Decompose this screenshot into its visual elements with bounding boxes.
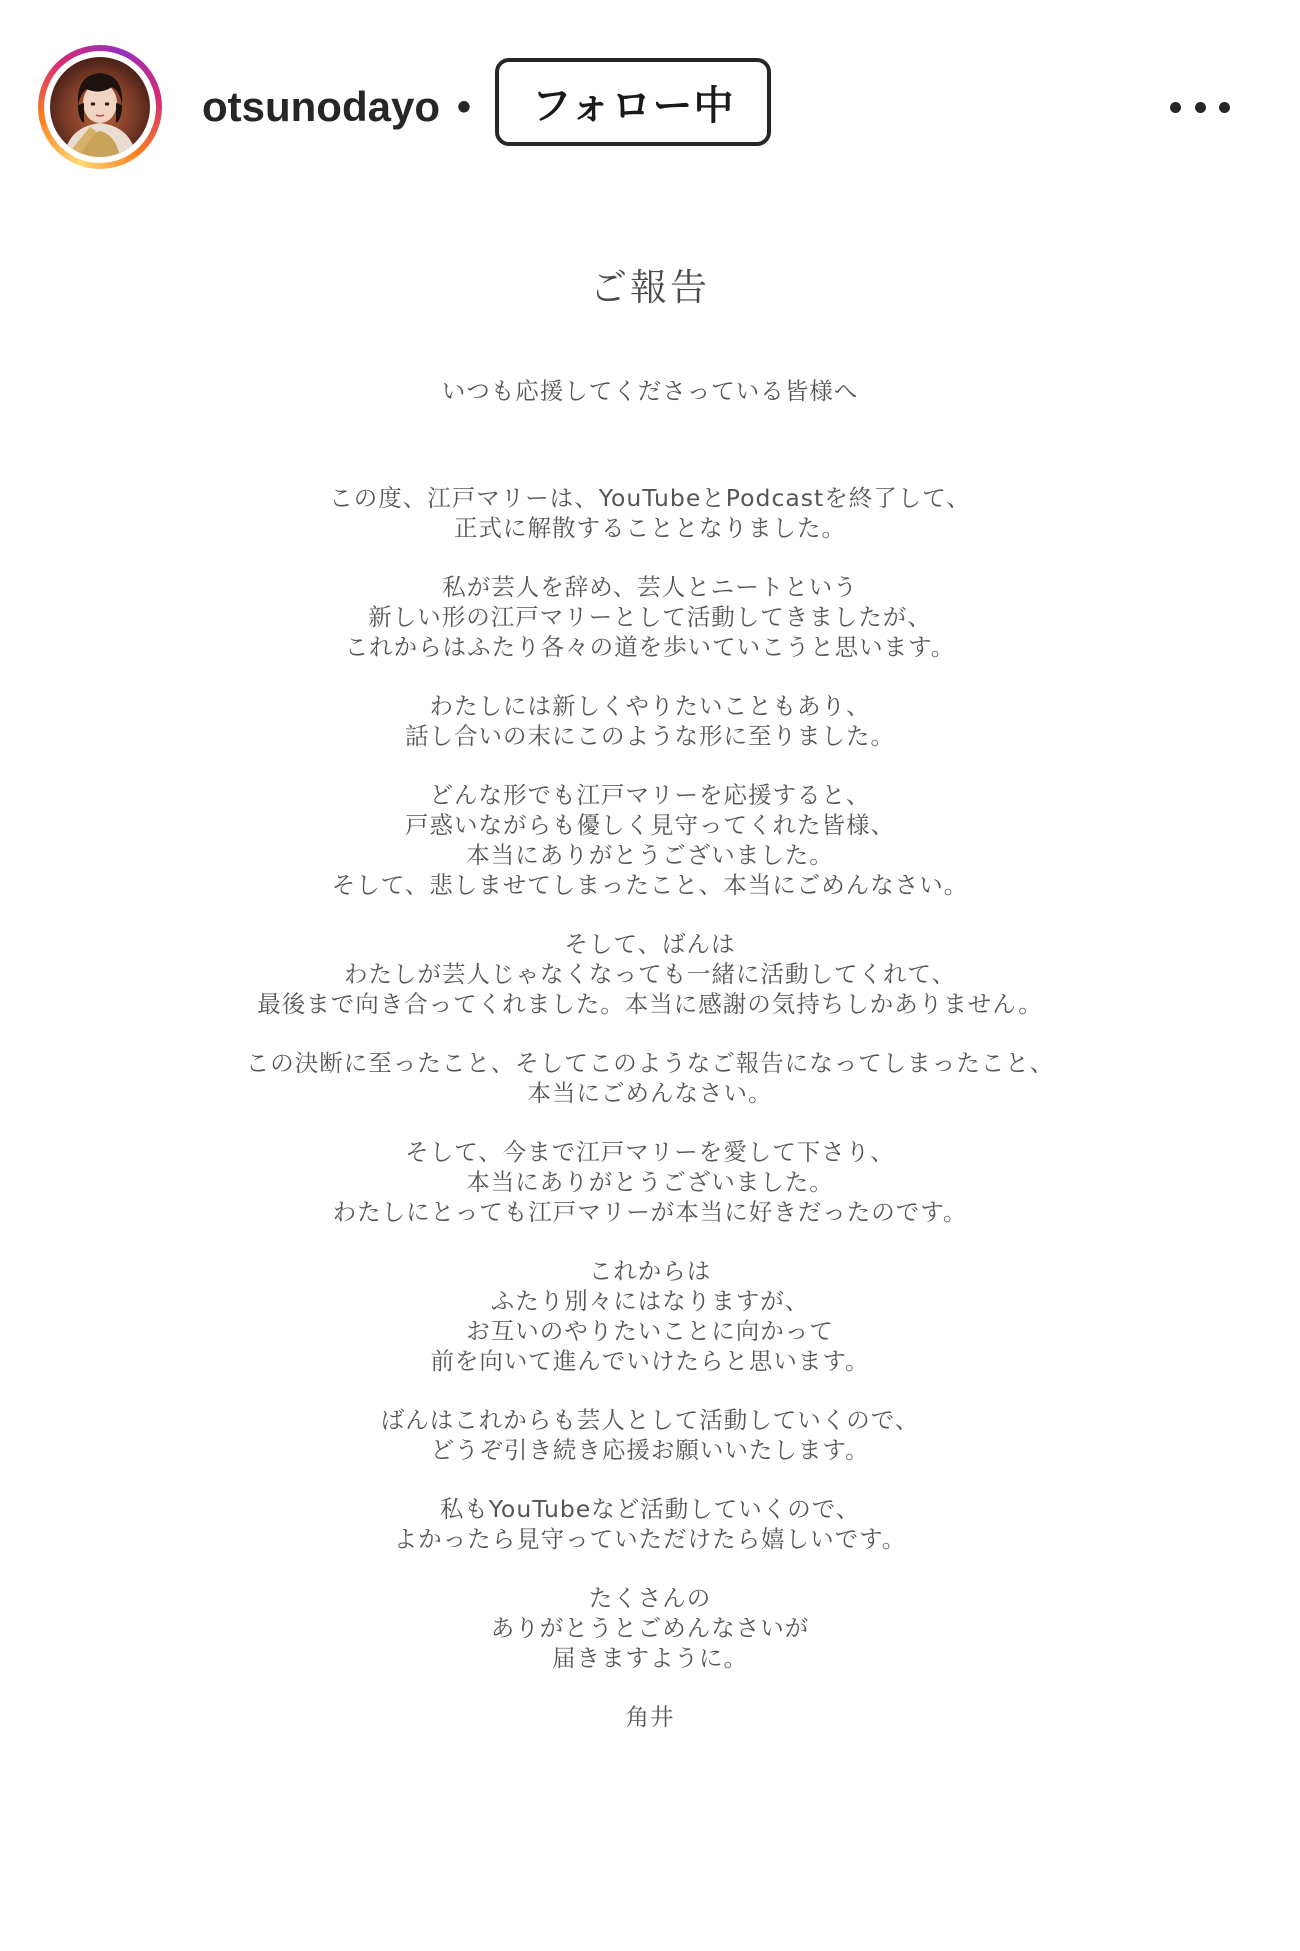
more-options-button[interactable] <box>1170 90 1230 124</box>
letter-line: そして、悲しませてしまったこと、本当にごめんなさい。 <box>331 871 969 899</box>
letter-paragraph <box>0 1137 1300 1227</box>
letter-line: わたしが芸人じゃなくなっても一緒に活動してくれて、 <box>343 960 957 988</box>
letter-line: 戸惑いながらも優しく見守ってくれた皆様、 <box>405 811 895 839</box>
letter-line: わたしには新しくやりたいこともあり、 <box>429 692 871 720</box>
letter-signature-name: 角井 <box>625 1703 675 1731</box>
letter-line: この決断に至ったこと、そしてこのようなご報告になってしまったこと、 <box>245 1049 1055 1077</box>
letter-line: わたしにとっても江戸マリーが本当に好きだったのです。 <box>332 1198 968 1226</box>
letter-line: これからはふたり各々の道を歩いていこうと思います。 <box>344 633 956 661</box>
letter-line: 新しい形の江戸マリーとして活動してきましたが、 <box>368 603 932 631</box>
letter-line: ありがとうとごめんなさいが <box>490 1614 810 1642</box>
letter-line: そして、ばんは <box>564 930 736 958</box>
letter-line: ばんはこれからも芸人として活動していくので、 <box>380 1406 920 1434</box>
post-header <box>0 0 1300 200</box>
letter-line: これからは <box>588 1257 712 1285</box>
letter-line: お互いのやりたいことに向かって <box>466 1317 834 1345</box>
letter-paragraph <box>0 1256 1300 1376</box>
letter-line: たくさんの <box>588 1584 712 1612</box>
letter-body <box>0 483 1300 1761</box>
more-dot-icon <box>1170 102 1181 113</box>
story-ring[interactable] <box>38 45 162 169</box>
letter-paragraph <box>0 1583 1300 1673</box>
more-dot-icon <box>1219 102 1230 113</box>
letter-paragraph <box>0 1494 1300 1554</box>
avatar-photo <box>50 57 150 157</box>
letter-paragraph <box>0 929 1300 1019</box>
separator-dot: • <box>457 85 472 129</box>
letter-line: そして、今まで江戸マリーを愛して下さり、 <box>405 1138 895 1166</box>
following-button[interactable]: フォロー中 <box>495 58 771 146</box>
avatar[interactable] <box>50 57 150 157</box>
letter-line: 本当にごめんなさい。 <box>527 1079 773 1107</box>
letter-line: 私が芸人を辞め、芸人とニートという <box>442 573 858 601</box>
letter-paragraph <box>0 1048 1300 1108</box>
letter-line: この度、江戸マリーは、YouTubeとPodcastを終了して、 <box>329 484 971 512</box>
letter-paragraph <box>0 691 1300 751</box>
letter-paragraph <box>0 483 1300 543</box>
announcement-letter <box>0 258 1300 1731</box>
letter-line: ふたり別々にはなりますが、 <box>490 1287 810 1315</box>
letter-line: 本当にありがとうございました。 <box>466 1168 834 1196</box>
letter-line: 最後まで向き合ってくれました。本当に感謝の気持ちしかありません。 <box>257 990 1043 1018</box>
letter-line: どうぞ引き続き応援お願いいたします。 <box>430 1436 870 1464</box>
letter-salutation: いつも応援してくださっている皆様へ <box>441 377 859 405</box>
letter-title: ご報告 <box>590 266 710 309</box>
letter-line: 届きますように。 <box>552 1644 748 1672</box>
letter-line: 前を向いて進んでいけたらと思います。 <box>430 1347 870 1375</box>
letter-paragraph <box>0 1405 1300 1465</box>
letter-paragraph <box>0 780 1300 900</box>
letter-paragraph <box>0 572 1300 662</box>
letter-signature <box>0 1702 1300 1732</box>
username[interactable]: otsunodayo <box>202 83 440 130</box>
letter-line: 本当にありがとうございました。 <box>466 841 834 869</box>
letter-line: 正式に解散することとなりました。 <box>454 514 846 542</box>
letter-line: どんな形でも江戸マリーを応援すると、 <box>429 781 871 809</box>
more-dot-icon <box>1195 102 1206 113</box>
letter-line: 話し合いの末にこのような形に至りました。 <box>405 722 895 750</box>
letter-line: 私もYouTubeなど活動していくので、 <box>439 1495 861 1523</box>
letter-line: よかったら見守っていただけたら嬉しいです。 <box>393 1525 907 1553</box>
